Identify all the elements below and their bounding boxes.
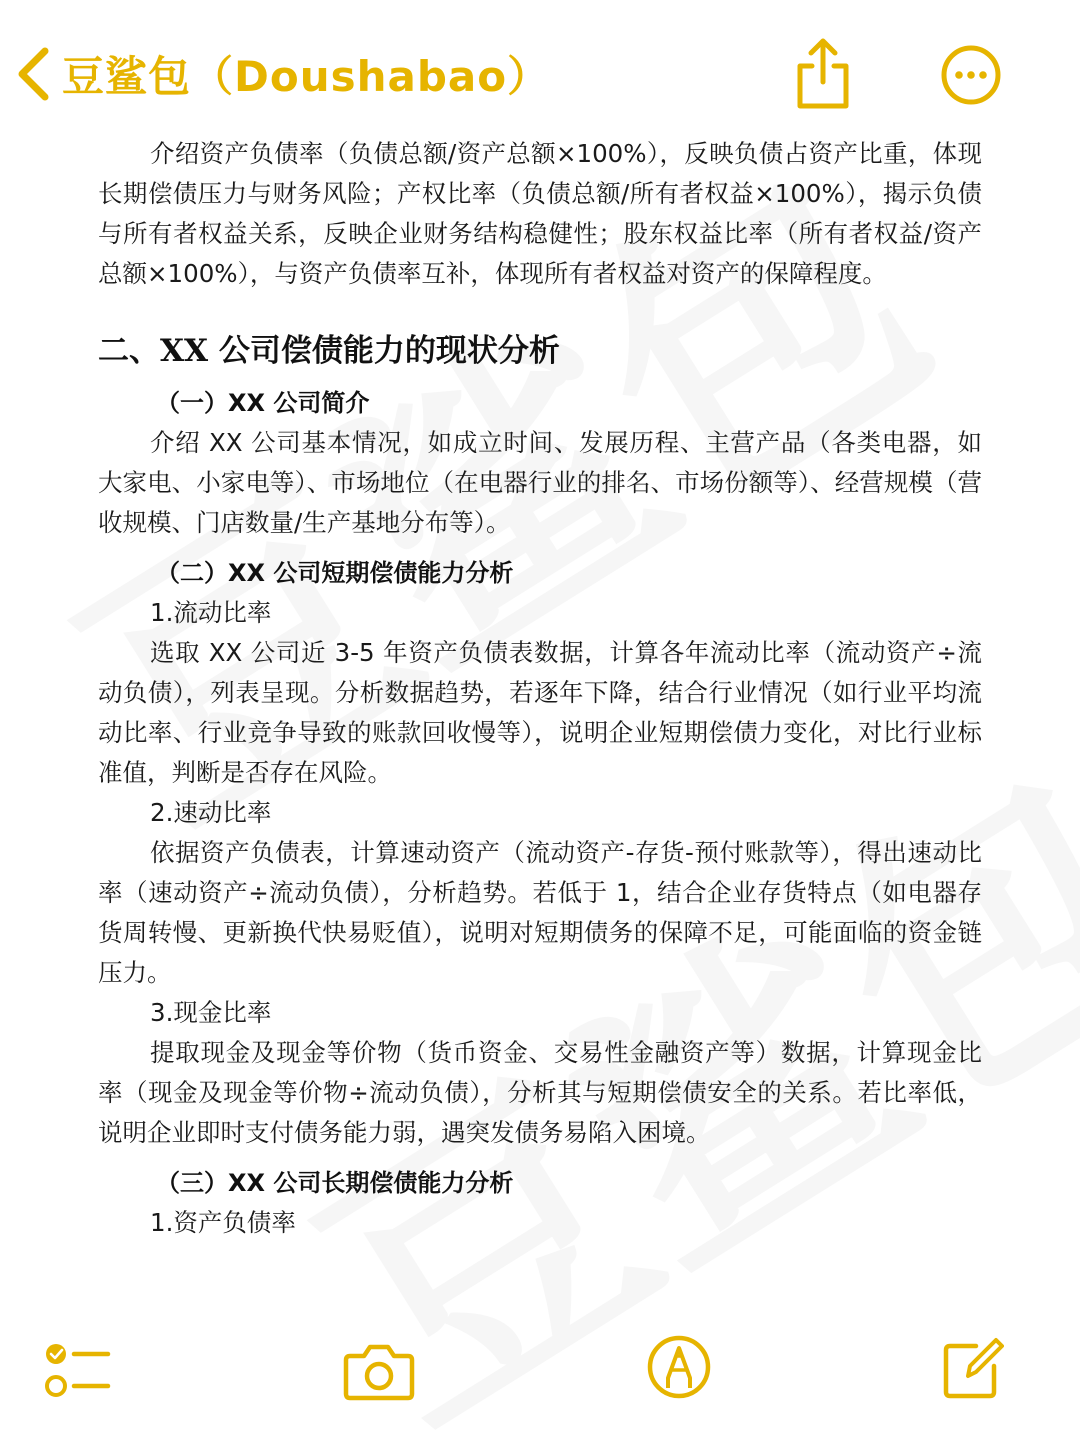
intro-paragraph: 介绍资产负债率（负债总额/资产总额×100%），反映负债占资产比重，体现长期偿债压力与财务风险；产权比率（负债总额/所有者权益×100%），揭示负债与所有者权益关系，反映企业财务结构稳健性；股东权益比率（所有者权益/资产总额×100%），与资产负债率互补，体现所有者权益对资产的保障程度。 xyxy=(98,139,982,288)
back-button[interactable] xyxy=(14,38,550,110)
chevron-left-icon xyxy=(14,46,52,102)
camera-button[interactable] xyxy=(342,1340,416,1402)
share-button[interactable] xyxy=(790,36,856,110)
more-icon xyxy=(940,91,1002,110)
more-button[interactable] xyxy=(940,44,1002,106)
checklist-icon xyxy=(44,1385,112,1404)
note-body[interactable] xyxy=(98,134,982,1243)
section-heading: 二、XX 公司偿债能力的现状分析 xyxy=(98,333,560,369)
camera-icon xyxy=(342,1387,416,1406)
bottom-toolbar xyxy=(0,1320,1080,1440)
item-heading: 1.流动比率 xyxy=(150,598,272,627)
item-heading: 2.速动比率 xyxy=(150,798,272,827)
cash-ratio-paragraph: 提取现金及现金等价物（货币资金、交易性金融资产等）数据，计算现金比率（现金及现金等价物÷流动负债），分析其与短期偿债安全的关系。若比率低，说明企业即时支付债务能力弱，遇突发债务易陷入困境。 xyxy=(98,1038,982,1147)
markup-button[interactable] xyxy=(646,1334,712,1400)
navigation-bar xyxy=(0,0,1080,130)
markup-icon xyxy=(646,1385,712,1404)
subsection-heading: （一）XX 公司简介 xyxy=(156,389,370,417)
subsection-heading: （三）XX 公司长期偿债能力分析 xyxy=(156,1169,514,1197)
back-label: 豆鲨包（Doushabao） xyxy=(62,52,551,101)
company-intro-paragraph: 介绍 XX 公司基本情况，如成立时间、发展历程、主营产品（各类电器，如大家电、小家电等）、市场地位（在电器行业的排名、市场份额等）、经营规模（营收规模、门店数量/生产基地分布等）。 xyxy=(98,428,982,537)
item-heading: 3.现金比率 xyxy=(150,998,272,1027)
compose-button[interactable] xyxy=(942,1334,1004,1400)
item-heading: 1.资产负债率 xyxy=(150,1208,296,1237)
quick-ratio-paragraph: 依据资产负债表，计算速动资产（流动资产-存货-预付账款等），得出速动比率（速动资产÷流动负债），分析趋势。若低于 1，结合企业存货特点（如电器存货周转慢、更新换代快易贬值），说明对短期债务的保障不足，可能面临的资金链压力。 xyxy=(98,838,982,987)
checklist-button[interactable] xyxy=(44,1340,112,1400)
share-icon xyxy=(790,95,856,114)
subsection-heading: （二）XX 公司短期偿债能力分析 xyxy=(156,559,514,587)
compose-icon xyxy=(942,1385,1004,1404)
current-ratio-paragraph: 选取 XX 公司近 3-5 年资产负债表数据，计算各年流动比率（流动资产÷流动负债），列表呈现。分析数据趋势，若逐年下降，结合行业情况（如行业平均流动比率、行业竞争导致的账款回收慢等），说明企业短期偿债力变化，对比行业标准值，判断是否存在风险。 xyxy=(98,638,982,787)
